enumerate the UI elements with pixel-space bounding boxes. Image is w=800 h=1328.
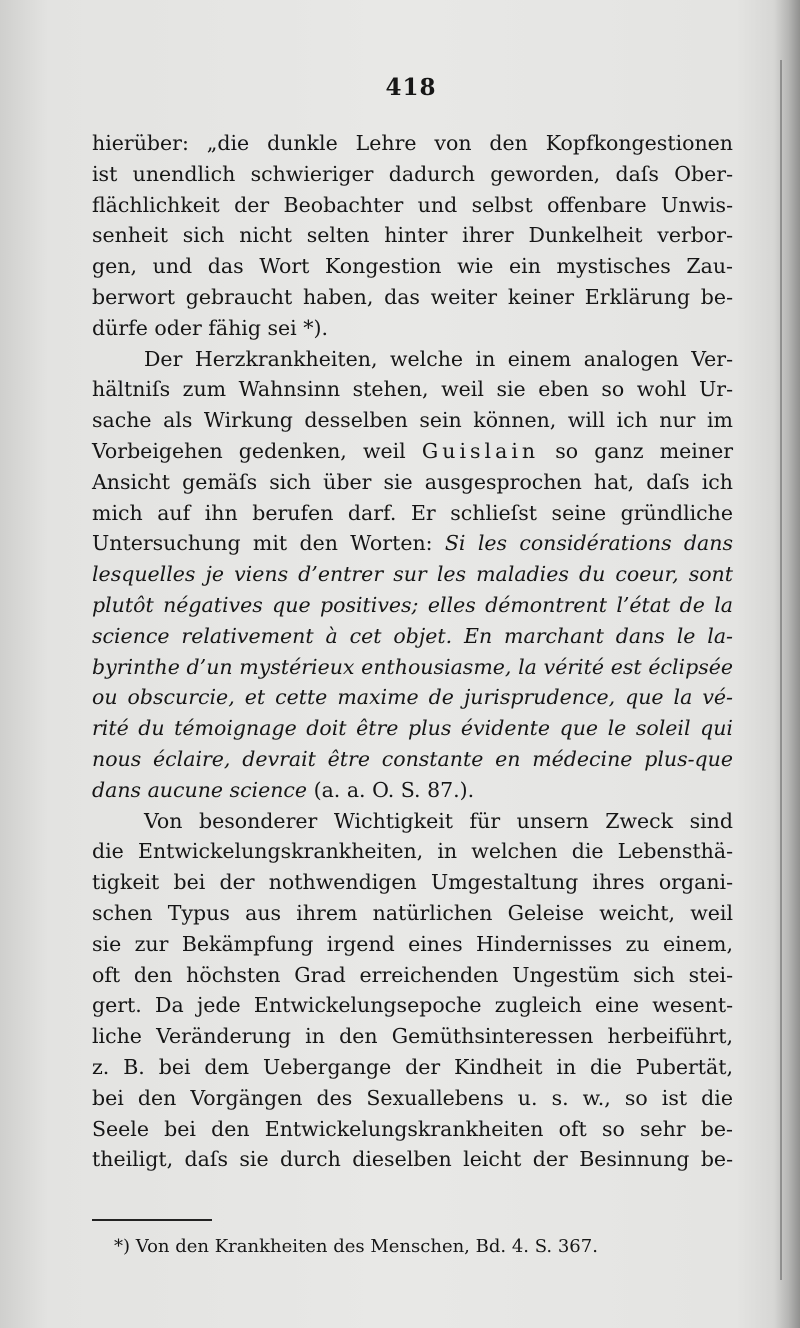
- italic-text: ou obscurcie, et cette maxime de jurisprudence, que la vé-: [92, 685, 733, 710]
- text-span: tigkeit bei der nothwendigen Umgestaltung ihres organi-: [92, 870, 733, 895]
- page-number: 418: [385, 74, 437, 101]
- text-line: [92, 313, 733, 344]
- text-span: die Entwickelungskrankheiten, in welchen die Lebensthä-: [92, 839, 733, 864]
- italic-text: Si les considérations dans: [444, 531, 733, 556]
- text-span: sie zur Bekämpfung irgend eines Hindernisses zu einem,: [92, 931, 733, 956]
- footnote-rule: [92, 1219, 212, 1221]
- text-line: [92, 621, 733, 652]
- italic-text: plutôt négatives que positives; elles démontrent l’état de la: [92, 592, 733, 617]
- text-line: [92, 559, 733, 590]
- text-line: [92, 836, 733, 867]
- text-line: [92, 405, 733, 436]
- page-edge-line: [780, 60, 782, 1280]
- text-span: liche Veränderung in den Gemüthsinteressen herbeiführt,: [92, 1024, 733, 1049]
- text-line: [92, 128, 733, 159]
- text-span: gen, und das Wort Kongestion wie ein mystisches Zau-: [92, 254, 733, 279]
- text-line: [92, 929, 733, 960]
- text-line: [92, 713, 733, 744]
- text-line: [92, 251, 733, 282]
- text-line: [92, 806, 733, 837]
- text-span: hierüber: „die dunkle Lehre von den Kopfkongestionen: [92, 131, 733, 155]
- text-line: [92, 1114, 733, 1145]
- text-line: [92, 867, 733, 898]
- text-line: [92, 467, 733, 498]
- text-line: [92, 498, 733, 529]
- text-span: mich auf ihn berufen darf. Er schlieſst seine gründliche: [92, 500, 733, 525]
- text-span: sache als Wirkung desselben sein können, will ich nur im: [92, 408, 733, 433]
- page-edge-shadow: [774, 0, 800, 1328]
- text-span: so ganz meiner: [539, 438, 733, 463]
- text-line: [92, 436, 733, 467]
- text-line: [92, 159, 733, 190]
- text-span: Seele bei den Entwickelungskrankheiten oft so sehr be-: [92, 1116, 733, 1141]
- text-span: schen Typus aus ihrem natürlichen Geleise weicht, weil: [92, 900, 733, 925]
- text-line: [92, 1021, 733, 1052]
- text-line: [92, 1083, 733, 1114]
- text-line: [92, 960, 733, 991]
- italic-text: rité du témoignage doit être plus évidente que le soleil qui: [92, 716, 733, 741]
- footnote: *) Von den Krankheiten des Menschen, Bd. 4. S. 367.: [114, 1236, 598, 1257]
- text-span: flächlichkeit der Beobachter und selbst offenbare Unwis-: [92, 192, 733, 217]
- text-span: Untersuchung mit den Worten:: [92, 531, 445, 556]
- text-line: [92, 590, 733, 621]
- text-span: senheit sich nicht selten hinter ihrer Dunkelheit verbor-: [92, 223, 733, 248]
- text-span: bei den Vorgängen des Sexuallebens u. s. w., so ist die: [92, 1085, 733, 1110]
- text-line: [92, 190, 733, 221]
- text-line: [92, 990, 733, 1021]
- body-text: [92, 128, 733, 1175]
- text-line: [92, 220, 733, 251]
- text-line: [92, 652, 733, 683]
- italic-text: dans aucune science: [92, 777, 308, 802]
- text-span: z. B. bei dem Uebergange der Kindheit in die Pubertät,: [92, 1054, 733, 1079]
- text-line: [92, 528, 733, 559]
- italic-text: byrinthe d’un mystérieux enthousiasme, la vérité est éclipsée: [92, 654, 733, 679]
- text-span: Ansicht gemäſs sich über sie ausgesprochen hat, daſs ich: [92, 469, 733, 494]
- text-span: hältniſs zum Wahnsinn stehen, weil sie eben so wohl Ur-: [92, 377, 733, 402]
- text-span: (a. a. O. S. 87.).: [307, 777, 475, 802]
- italic-text: lesquelles je viens d’entrer sur les maladies du coeur, sont: [92, 562, 733, 587]
- text-span: Von besonderer Wichtigkeit für unsern Zweck sind: [144, 808, 733, 833]
- text-line: [92, 898, 733, 929]
- text-line: [92, 744, 733, 775]
- text-line: [92, 682, 733, 713]
- text-line: [92, 1144, 733, 1175]
- text-span: dürfe oder fähig sei *).: [92, 315, 328, 340]
- italic-text: science relativement à cet objet. En marchant dans le la-: [92, 623, 733, 648]
- italic-text: nous éclaire, devrait être constante en médecine plus-que: [92, 746, 733, 771]
- text-span: theiligt, daſs sie durch dieselben leicht der Besinnung be-: [92, 1147, 733, 1172]
- text-line: [92, 775, 733, 806]
- text-line: [92, 344, 733, 375]
- text-span: ist unendlich schwieriger dadurch geworden, daſs Ober-: [92, 161, 733, 186]
- spaced-name: Guislain: [421, 438, 540, 463]
- text-span: Der Herzkrankheiten, welche in einem analogen Ver-: [144, 346, 733, 371]
- text-span: oft den höchsten Grad erreichenden Ungestüm sich stei-: [92, 962, 733, 987]
- text-span: berwort gebraucht haben, das weiter keiner Erklärung be-: [92, 284, 733, 309]
- text-line: [92, 282, 733, 313]
- text-span: gert. Da jede Entwickelungsepoche zugleich eine wesent-: [92, 993, 733, 1018]
- text-line: [92, 374, 733, 405]
- text-span: Vorbeigehen gedenken, weil: [92, 438, 422, 463]
- text-line: [92, 1052, 733, 1083]
